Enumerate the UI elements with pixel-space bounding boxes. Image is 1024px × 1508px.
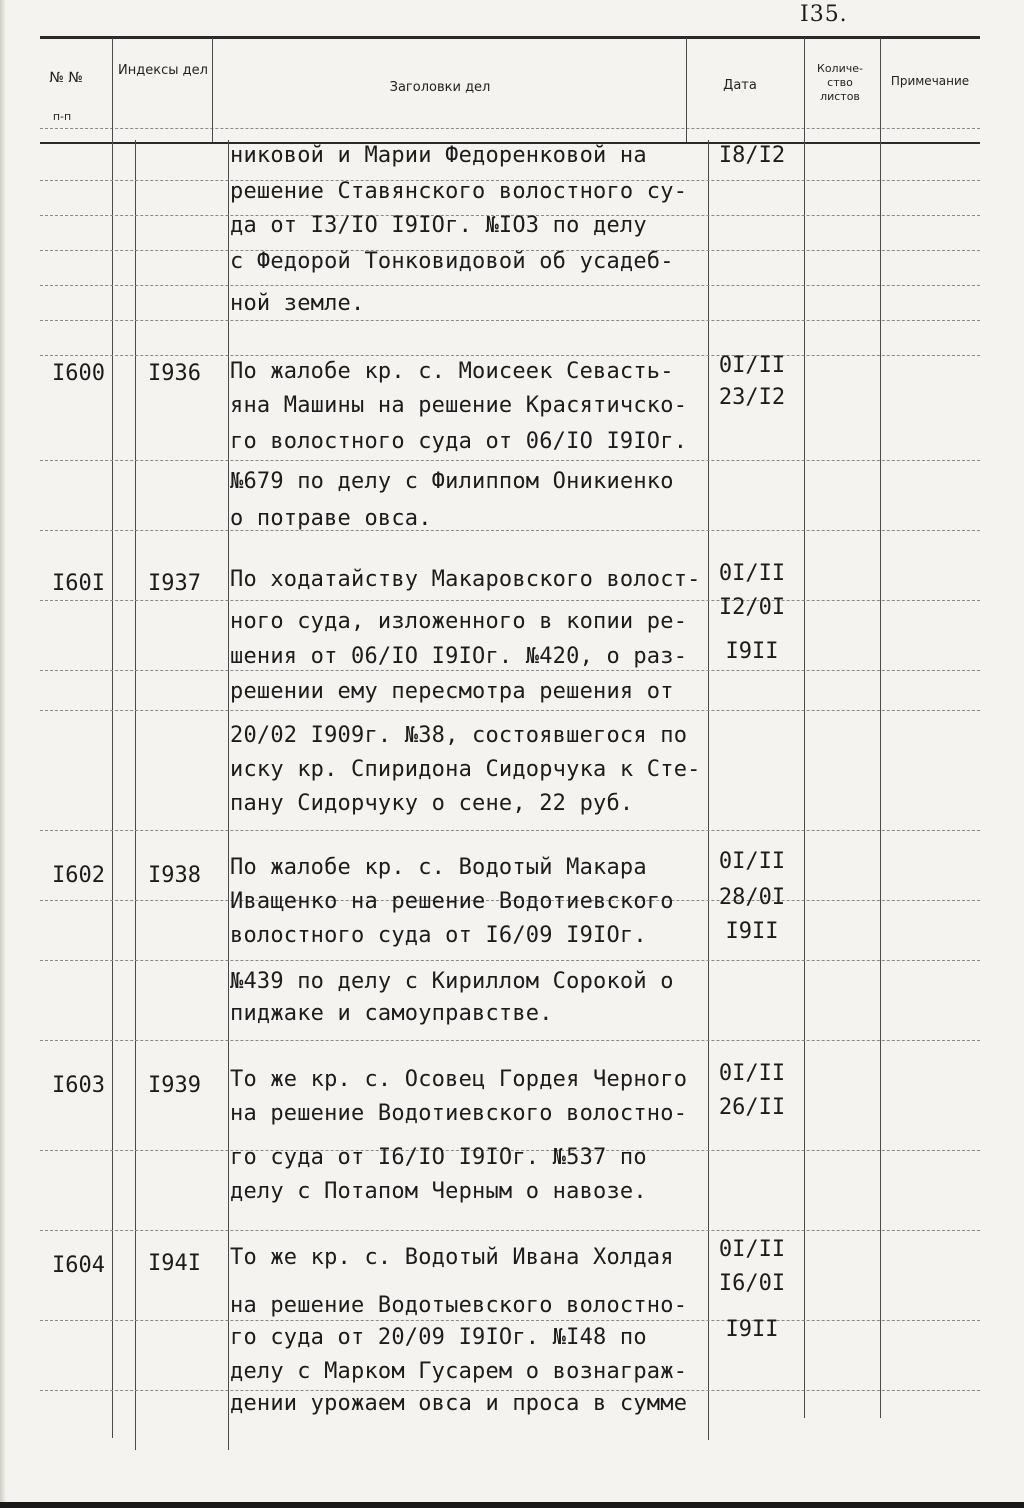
title-line: По ходатайству Макаровского волост- xyxy=(230,567,701,592)
entry-index: I939 xyxy=(148,1073,201,1098)
title-line: с Федорой Тонковидовой об усадеб- xyxy=(230,249,674,274)
row-rule xyxy=(40,710,980,711)
title-line: делу с Потапом Черным о навозе. xyxy=(230,1179,647,1204)
title-line: дении урожаем овса и проса в сумме xyxy=(230,1391,688,1416)
row-rule xyxy=(40,1320,980,1321)
title-line: шения от 06/IO I9IOг. №420, о раз- xyxy=(230,644,688,669)
entry-number: I603 xyxy=(52,1073,105,1098)
entry-number: I604 xyxy=(52,1253,105,1278)
title-line: То же кр. с. Осовец Гордея Черного xyxy=(230,1067,688,1092)
entry-index: I937 xyxy=(148,571,201,596)
column-line-8 xyxy=(880,38,881,1418)
column-line-5 xyxy=(686,38,687,142)
date-value: 0I/II xyxy=(718,1061,786,1086)
row-rule xyxy=(40,530,980,531)
column-line-4 xyxy=(228,140,229,1450)
date-value: 0I/II xyxy=(718,561,786,586)
title-line: волостного суда от I6/09 I9IOг. xyxy=(230,923,647,948)
date-value: 0I/II xyxy=(718,353,786,378)
title-line: По жалобе кр. с. Водотый Макара xyxy=(230,855,647,880)
entry-number: I600 xyxy=(52,361,105,386)
title-line: №439 по делу с Кириллом Сорокой о xyxy=(230,969,674,994)
page-left-shadow xyxy=(0,0,6,1508)
title-line: да от I3/IO I9IOг. №IO3 по делу xyxy=(230,213,647,238)
title-line: пану Сидорчуку о сене, 22 руб. xyxy=(230,791,634,816)
row-rule xyxy=(40,600,980,601)
date-value: 0I/II xyxy=(718,1237,786,1262)
header-index: Индексы дел xyxy=(118,63,208,78)
row-rule xyxy=(40,960,980,961)
date-value: I9II xyxy=(725,1317,779,1342)
title-line: ной земле. xyxy=(230,291,365,316)
row-rule xyxy=(40,1040,980,1041)
title-line: го суда от I6/IO I9IOг. №537 по xyxy=(230,1145,647,1170)
row-rule xyxy=(40,460,980,461)
date-value: I6/0I xyxy=(718,1271,786,1296)
date-value: 0I/II xyxy=(718,849,786,874)
title-line: пиджаке и самоуправстве. xyxy=(230,1001,553,1026)
row-rule xyxy=(40,355,980,356)
title-line: №679 по делу с Филиппом Оникиенко xyxy=(230,469,674,494)
title-line: иску кр. Спиридона Сидорчука к Сте- xyxy=(230,757,701,782)
column-line-7 xyxy=(804,38,805,1418)
title-line: Иващенко на решение Водотиевского xyxy=(230,889,674,914)
date-value: 28/0I xyxy=(718,885,786,910)
header-note: Примечание xyxy=(890,74,970,88)
date-value: 26/II xyxy=(718,1095,786,1120)
title-line: го волостного суда от 06/IO I9IOг. xyxy=(230,429,688,454)
row-rule xyxy=(40,320,980,321)
date-value: I9II xyxy=(725,639,779,664)
date-value: I9II xyxy=(725,919,779,944)
title-line: делу с Марком Гусарем о вознаграж- xyxy=(230,1359,688,1384)
title-line: решении ему пересмотра решения от xyxy=(230,679,674,704)
date-value: I8/I2 xyxy=(718,143,786,168)
entry-number: I60I xyxy=(52,571,105,596)
header-number: № № xyxy=(49,70,83,86)
column-line-3 xyxy=(212,38,213,142)
row-rule xyxy=(40,285,980,286)
title-line: на решение Водотиевского волостно- xyxy=(230,1101,688,1126)
entry-number: I602 xyxy=(52,863,105,888)
row-rule xyxy=(40,830,980,831)
header-sheet-count: Количе- ство листов xyxy=(817,62,863,103)
title-line: решение Ставянского волостного су- xyxy=(230,179,688,204)
date-value: 23/I2 xyxy=(718,385,786,410)
title-line: То же кр. с. Водотый Ивана Холдая xyxy=(230,1245,674,1270)
title-line: на решение Водотыевского волостно- xyxy=(230,1293,688,1318)
column-line-2 xyxy=(135,140,136,1450)
header-number-sub: п-п xyxy=(52,110,72,123)
page-number: I35. xyxy=(800,2,848,27)
title-line: яна Машины на решение Красятичско- xyxy=(230,393,688,418)
title-line: го суда от 20/09 I9IOг. №I48 по xyxy=(230,1325,647,1350)
header-top-rule xyxy=(40,36,980,39)
header-dashed-rule xyxy=(40,128,980,129)
page-bottom-edge xyxy=(0,1502,1024,1508)
title-line: 20/02 I909г. №38, состоявшегося по xyxy=(230,723,688,748)
title-line: о потраве овса. xyxy=(230,506,432,531)
entry-index: I94I xyxy=(148,1251,201,1276)
header-titles: Заголовки дел xyxy=(389,80,491,95)
row-rule xyxy=(40,1230,980,1231)
header-date: Дата xyxy=(723,78,757,93)
title-line: ного суда, изложенного в копии ре- xyxy=(230,609,688,634)
entry-index: I936 xyxy=(148,361,201,386)
title-line: По жалобе кр. с. Моисеек Севасть- xyxy=(230,359,674,384)
column-line-1 xyxy=(112,38,113,1438)
title-line: никовой и Марии Федоренковой на xyxy=(230,143,647,168)
date-value: I2/0I xyxy=(718,595,786,620)
entry-index: I938 xyxy=(148,863,201,888)
